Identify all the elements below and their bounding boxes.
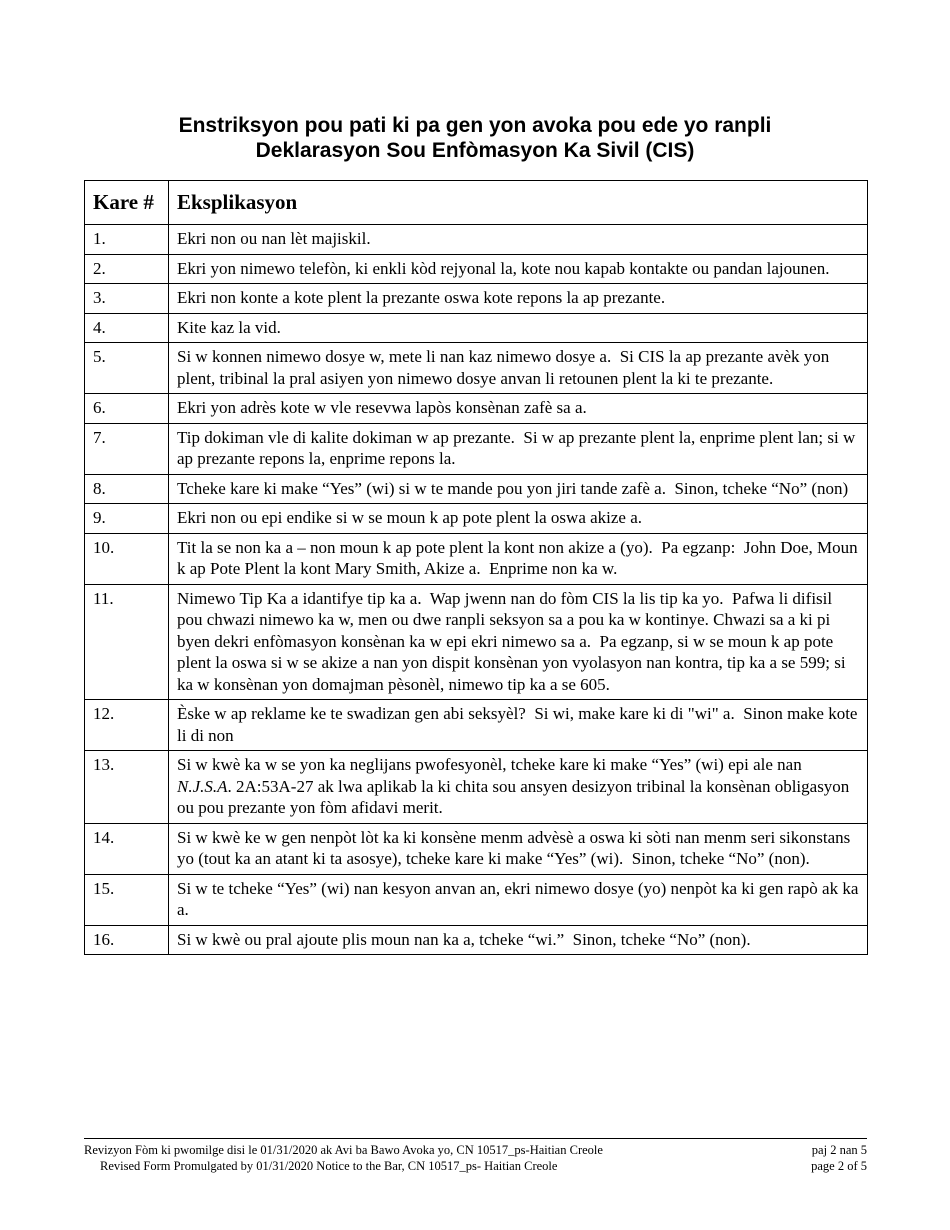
- box-number: 4.: [85, 313, 169, 343]
- box-number: 11.: [85, 584, 169, 700]
- table-row: [85, 474, 868, 504]
- table-row: [85, 394, 868, 424]
- box-number: 3.: [85, 284, 169, 314]
- box-number: 16.: [85, 925, 169, 955]
- instructions-table: [84, 180, 868, 955]
- table-row: [85, 823, 868, 874]
- column-header-explanation: Eksplikasyon: [169, 181, 868, 225]
- box-explanation: Ekri yon nimewo telefòn, ki enkli kòd rejyonal la, kote nou kapab kontakte ou pandan lajounen.: [169, 254, 868, 284]
- title-line-1: Enstriksyon pou pati ki pa gen yon avoka pou ede yo ranpli: [178, 114, 772, 137]
- box-explanation: Tip dokiman vle di kalite dokiman w ap prezante. Si w ap prezante plent la, enprime plent lan; si w ap prezante repons la, enprime repons la.: [169, 423, 868, 474]
- box-number: 1.: [85, 225, 169, 255]
- box-number: 7.: [85, 423, 169, 474]
- box-explanation: Ekri non konte a kote plent la prezante oswa kote repons la ap prezante.: [169, 284, 868, 314]
- table-row: [85, 874, 868, 925]
- box-number: 5.: [85, 343, 169, 394]
- column-header-box-number: Kare #: [85, 181, 169, 225]
- title-line-2: Deklarasyon Sou Enfòmasyon Ka Sivil (CIS): [255, 139, 695, 162]
- box-explanation: Si w te tcheke “Yes” (wi) nan kesyon anvan an, ekri nimewo dosye (yo) nenpòt ka ki gen rapò ak ka a.: [169, 874, 868, 925]
- table-row: [85, 584, 868, 700]
- box-explanation: Èske w ap reklame ke te swadizan gen abi seksyèl? Si wi, make kare ki di "wi" a. Sinon make kote li di non: [169, 700, 868, 751]
- box-explanation: Nimewo Tip Ka a idantifye tip ka a. Wap jwenn nan do fòm CIS la lis tip ka yo. Pafwa li difisil pou chwazi nimewo ka w, men ou dwe ranpli seksyon sa a pou ka w kontinye. Chwazi sa a ki pi byen dekri enfòmasyon konsènan ka w epi ekri nimewo sa a. Pa egzanp, si w se moun k ap pote plent la oswa si w se akize a nan yon dispit konsènan yon vyolasyon nan kontra, tip ka a se 599; si ka w konsènan yon domajman pèsonèl, nimewo tip ka a se 605.: [169, 584, 868, 700]
- table-row: [85, 700, 868, 751]
- box-number: 13.: [85, 751, 169, 824]
- table-row: [85, 423, 868, 474]
- page-footer: [84, 1138, 867, 1174]
- table-row: [85, 751, 868, 824]
- box-number: 15.: [85, 874, 169, 925]
- footer-page-creole: paj 2 nan 5: [811, 1143, 867, 1157]
- table-row: [85, 254, 868, 284]
- box-explanation: Ekri non ou nan lèt majiskil.: [169, 225, 868, 255]
- table-row: [85, 225, 868, 255]
- box-number: 6.: [85, 394, 169, 424]
- table-row: [85, 313, 868, 343]
- table-row: [85, 284, 868, 314]
- page-title: [0, 113, 950, 163]
- box-number: 14.: [85, 823, 169, 874]
- box-explanation: Si w kwè ka w se yon ka neglijans pwofesyonèl, tcheke kare ki make “Yes” (wi) epi ale nan N.J.S.A. 2A:53A-27 ak lwa aplikab la ki chita sou ansyen desizyon tribinal la konsènan obligasyon ou pou prezante yon fòm afidavi merit.: [169, 751, 868, 824]
- footer-page-english: page 2 of 5: [811, 1159, 867, 1173]
- footer-revision-english: Revised Form Promulgated by 01/31/2020 Notice to the Bar, CN 10517_ps- Haitian Creole: [100, 1159, 558, 1173]
- box-explanation: Kite kaz la vid.: [169, 313, 868, 343]
- box-explanation: Tcheke kare ki make “Yes” (wi) si w te mande pou yon jiri tande zafè a. Sinon, tcheke “No” (non): [169, 474, 868, 504]
- box-explanation: Si w kwè ke w gen nenpòt lòt ka ki konsène menm advèsè a oswa ki sòti nan menm seri sikonstans yo (tout ka an atant ki ta asosye), tcheke kare ki make “Yes” (wi). Sinon, tcheke “No” (non).: [169, 823, 868, 874]
- table-row: [85, 343, 868, 394]
- box-number: 9.: [85, 504, 169, 534]
- box-explanation: Ekri non ou epi endike si w se moun k ap pote plent la oswa akize a.: [169, 504, 868, 534]
- table-header-row: [85, 181, 868, 225]
- box-number: 8.: [85, 474, 169, 504]
- footer-revision-creole: Revizyon Fòm ki pwomilge disi le 01/31/2020 ak Avi ba Bawo Avoka yo, CN 10517_ps-Haitian Creole: [84, 1143, 603, 1157]
- box-explanation: Ekri yon adrès kote w vle resevwa lapòs konsènan zafè sa a.: [169, 394, 868, 424]
- table-row: [85, 533, 868, 584]
- table-row: [85, 925, 868, 955]
- table-row: [85, 504, 868, 534]
- box-number: 2.: [85, 254, 169, 284]
- box-explanation: Si w kwè ou pral ajoute plis moun nan ka a, tcheke “wi.” Sinon, tcheke “No” (non).: [169, 925, 868, 955]
- box-number: 12.: [85, 700, 169, 751]
- box-explanation: Tit la se non ka a – non moun k ap pote plent la kont non akize a (yo). Pa egzanp: John Doe, Moun k ap Pote Plent la kont Mary Smith, Akize a. Enprime non ka w.: [169, 533, 868, 584]
- box-explanation: Si w konnen nimewo dosye w, mete li nan kaz nimewo dosye a. Si CIS la ap prezante avèk yon plent, tribinal la pral asiyen yon nimewo dosye anvan li retounen plent la ki te prezante.: [169, 343, 868, 394]
- box-number: 10.: [85, 533, 169, 584]
